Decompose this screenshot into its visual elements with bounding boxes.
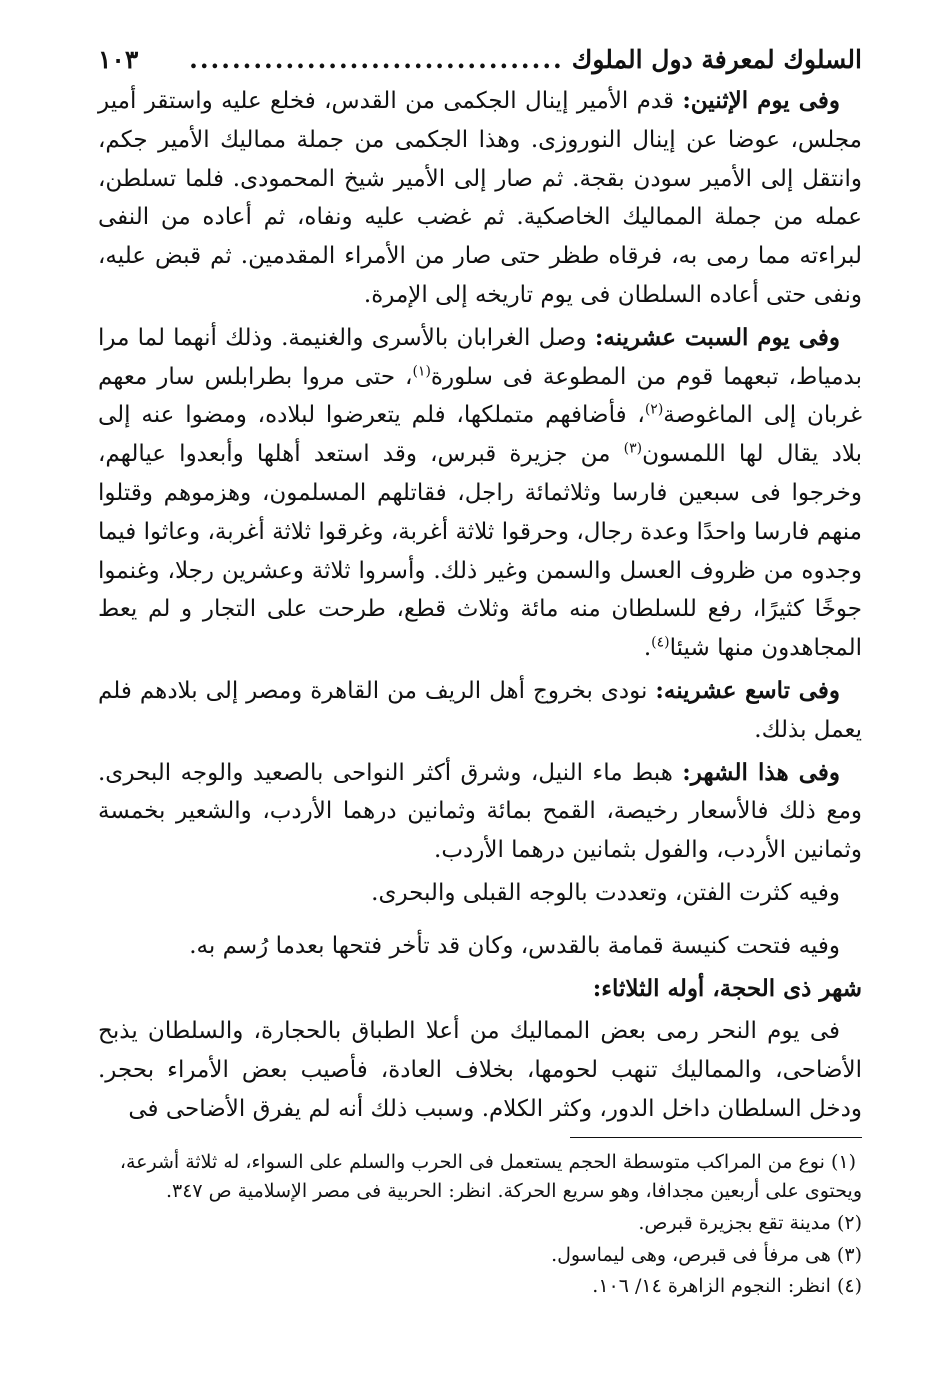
paragraph-monday — [98, 82, 862, 315]
paragraph-body: هبط ماء النيل، وشرق أكثر النواحى بالصعيد والوجه البحرى. ومع ذلك فالأسعار رخيصة، القمح بمائة وثمانين درهما الأردب، والشعير بخمسة وثمانين الأردب، والفول بثمانين درهما الأردب. — [98, 759, 862, 864]
footnote-1-line: (١) نوع من المراكب متوسطة الحجم يستعمل فى الحرب والسلم على السواء، له ثلاثة أشرعة، — [119, 1150, 856, 1173]
leader-dots: ................................... — [189, 45, 564, 74]
footnote-1-line: ويحتوى على أربعين مجدافا، وهو سريع الحركة. انظر: الحربية فى مصر الإسلامية ص ٣٤٧. — [165, 1180, 862, 1203]
paragraph-lead: وفى يوم الإثنين: — [682, 87, 840, 114]
footnote-4: (٤) انظر: النجوم الزاهرة ١٤/ ١٠٦. — [592, 1275, 862, 1298]
section-heading: شهر ذى الحجة، أوله الثلاثاء: — [592, 974, 862, 1002]
paragraph-nahr: فى يوم النحر رمى بعض المماليك من أعلا الطباق بالحجارة، والسلطان يذبح الأضاحى، والمماليك تنهب لحومها، بخلاف العادة، فأصيب بعض الأمراء بحجر. ودخل السلطان داخل الدور، وكثر الكلام. وسبب ذلك أنه لم يفرق الأضاحى فى — [98, 1018, 862, 1122]
footnote-separator — [570, 1137, 862, 1138]
footnote-ref-4: (٤) — [651, 634, 670, 651]
paragraph-body: قدم الأمير إينال الجكمى من القدس، فخلع عليه واستقر أمير مجلس، عوضا عن إينال النوروزى. وهذا الجكمى من جملة مماليك الأمير جكم، وانتقل إلى الأمير سودن بقجة. ثم صار إلى الأمير شيخ المحمودى. فلما تسلطن، عمله من جملة المماليك الخاصكية. ثم غضب عليه ونفاه، ثم أعاده من النفى لبراءته مما رمى به، فرقاه طظر حتى صار من الأمراء المقدمين. ثم قبض عليه، ونفى حتى أعاده السلطان فى يوم تاريخه إلى الإمرة. — [98, 88, 862, 308]
running-title: السلوك لمعرفة دول الملوك — [571, 45, 862, 74]
paragraph-body: نودى بخروج أهل الريف من القاهرة ومصر إلى بلادهم فلم يعمل بذلك. — [98, 677, 862, 743]
paragraph-fitan: وفيه كثرت الفتن، وتعددت بالوجه القبلى والبحرى. — [371, 879, 840, 906]
paragraph-this-month — [98, 754, 862, 870]
footnotes — [98, 1148, 862, 1302]
paragraph-body: وصل الغرابان بالأسرى والغنيمة. وذلك أنهما لما مرا بدمياط، تبعهما قوم من المطوعة فى سلورة — [98, 324, 862, 390]
paragraph-lead: وفى تاسع عشرينه: — [655, 676, 840, 704]
footnote-ref-1: (١) — [412, 362, 431, 379]
footnote-1 — [98, 1148, 862, 1207]
running-head — [98, 40, 862, 82]
paragraph-saturday — [98, 319, 862, 668]
paragraph-body: . — [643, 635, 652, 662]
footnote-ref-2: (٢) — [644, 401, 664, 418]
paragraph-body: ، فأضافهم متملكها، فلم يتعرضوا لبلاده، ومضوا عنه إلى بلاد يقال لها اللمسون — [98, 402, 862, 468]
paragraph-church: وفيه فتحت كنيسة قمامة بالقدس، وكان قد تأخر فتحها بعدما رُسم به. — [189, 932, 840, 959]
main-text — [98, 82, 862, 1129]
footnote-2: (٢) مدينة تقع بجزيرة قبرص. — [638, 1211, 862, 1234]
paragraph-lead: وفى هذا الشهر: — [682, 758, 841, 786]
footnote-3: (٣) هى مرفأ فى قبرص، وهى ليماسول. — [551, 1243, 862, 1266]
footnote-ref-3: (٣) — [623, 440, 643, 457]
paragraph-body: ، حتى مروا بطرابلس سار معهم غربان إلى الماغوصة — [98, 363, 863, 429]
paragraph-lead: وفى يوم السبت عشرينه: — [594, 323, 840, 351]
page-number: ١٠٣ — [98, 45, 139, 74]
paragraph-body: من جزيرة قبرس، وقد استعد أهلها وأبعدوا عيالهم، وخرجوا فى سبعين فارسا وثلاثمائة راجل، فقاتلهم المسلمون، وهزموهم وقتلوا منهم فارسا واحدًا وعدة رجال، وحرقوا ثلاثة أغربة، وغرقوا ثلاثة أغربة، وعاثوا فيما وجدوه من ظروف العسل والسمن وغير ذلك. وأسروا ثلاثة وعشرين رجلا، وغنموا جوخًا كثيرًا، رفع للسلطان منه مائة وثلاث قطع، طرحت على التجار و لم يعط المجاهدون منها شيئا — [98, 441, 862, 662]
paragraph-ninth-twentieth — [98, 672, 862, 750]
